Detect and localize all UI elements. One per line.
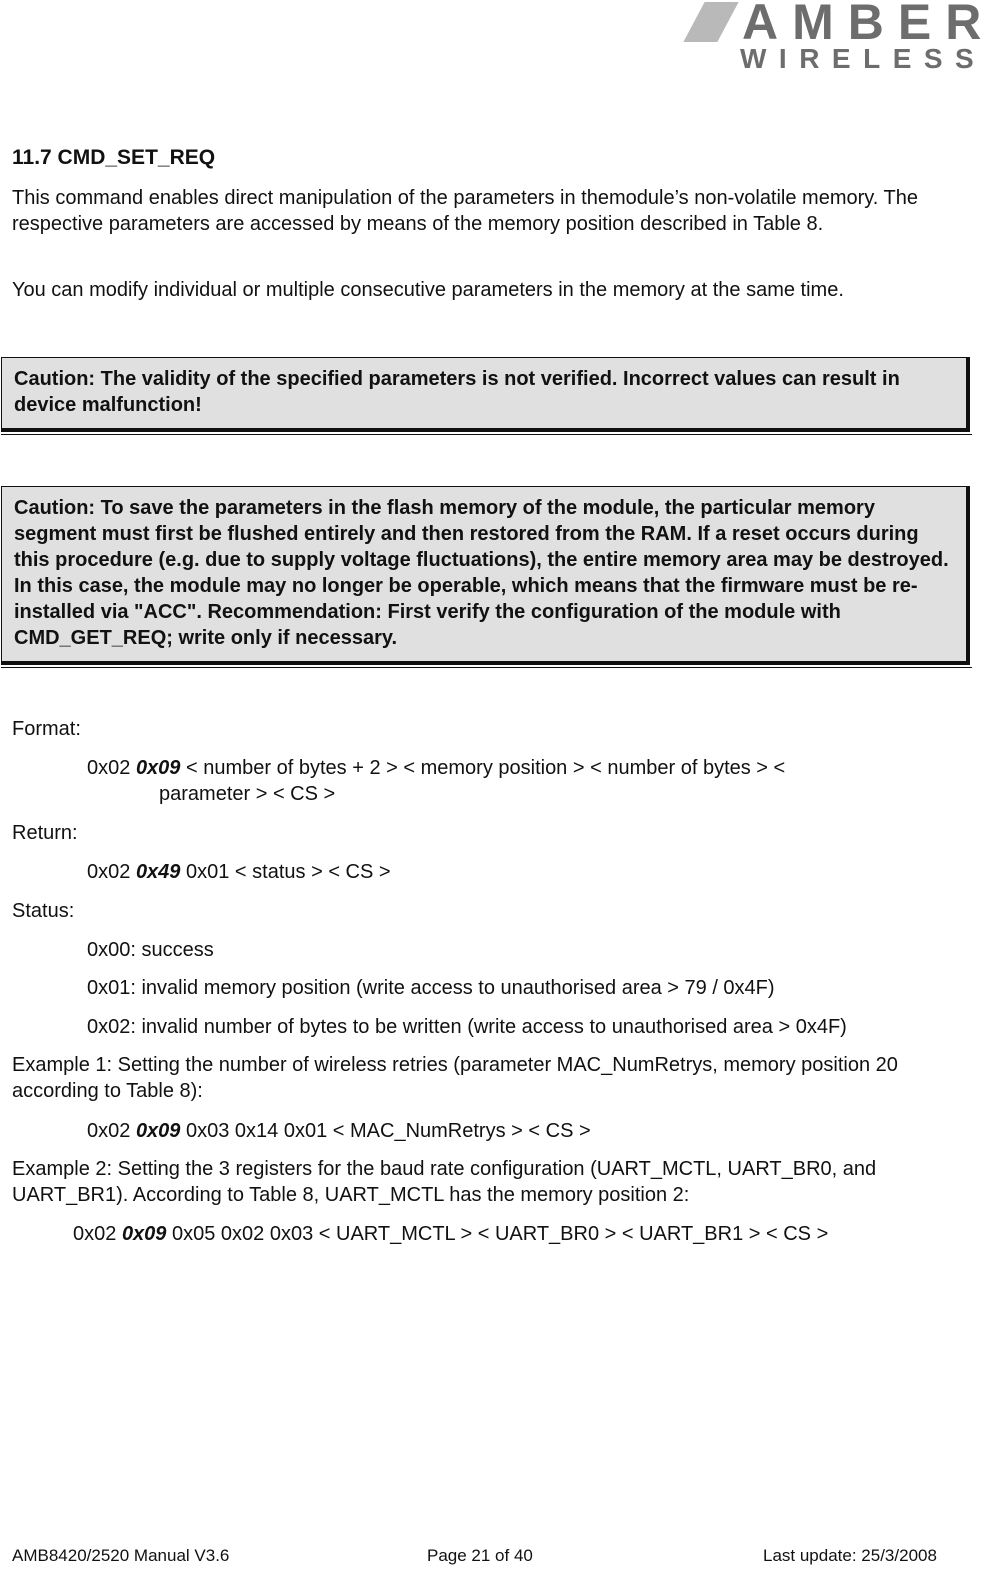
logo-word-wireless: WIRELESS bbox=[740, 43, 987, 74]
amber-wireless-logo bbox=[680, 0, 996, 80]
return-line bbox=[87, 859, 391, 885]
example-1-description: Example 1: Setting the number of wireless retries (parameter MAC_NumRetrys, memory position 20 according to Table 8): bbox=[12, 1054, 898, 1102]
status-item: 0x02: invalid number of bytes to be written (write access to unauthorised area > 0x4F) bbox=[87, 1016, 847, 1038]
return-fields: 0x01 < status > < CS > bbox=[186, 861, 391, 883]
caution-box-validity: Caution: The validity of the specified parameters is not verified. Incorrect values can result in device malfunction! bbox=[1, 357, 970, 432]
example-1-command-code: 0x09 bbox=[135, 1120, 181, 1142]
example-1-fields: 0x03 0x14 0x01 < MAC_NumRetrys > < CS > bbox=[186, 1120, 591, 1142]
format-line-continued: parameter > < CS > bbox=[159, 783, 336, 805]
example-2-frame bbox=[73, 1221, 828, 1247]
intro-paragraph: This command enables direct manipulation of the parameters in themodule’s non-volatile memory. The respective parameters are accessed by means of the memory position described in Table 8. bbox=[12, 187, 919, 235]
format-command-code: 0x09 bbox=[135, 757, 181, 779]
footer-page-number: Page 21 of 40 bbox=[427, 1546, 533, 1565]
logo-word-amber: AMBER bbox=[742, 0, 996, 50]
section-title: 11.7 CMD_SET_REQ bbox=[12, 146, 216, 169]
footer-manual-version: AMB8420/2520 Manual V3.6 bbox=[12, 1546, 230, 1565]
example-2-prefix: 0x02 bbox=[73, 1223, 117, 1245]
footer-last-update: Last update: 25/3/2008 bbox=[763, 1546, 937, 1565]
format-prefix: 0x02 bbox=[87, 757, 131, 779]
status-label: Status: bbox=[12, 900, 75, 922]
return-command-code: 0x49 bbox=[135, 861, 181, 883]
intro-paragraph-2: You can modify individual or multiple consecutive parameters in the memory at the same time. bbox=[12, 279, 844, 301]
format-fields: < number of bytes + 2 > < memory position > < number of bytes > < bbox=[186, 757, 786, 779]
caution-box-flash: Caution: To save the parameters in the flash memory of the module, the particular memory segment must first be flushed entirely and then restored from the RAM. If a reset occurs during this procedure (e.g. due to supply voltage fluctuations), the entire memory area may be destroyed. In this case, the module may no longer be operable, which means that the firmware must be re-installed via "ACC". Recommendation: First verify the configuration of the module with CMD_GET_REQ; write only if necessary. bbox=[1, 486, 970, 665]
example-2-command-code: 0x09 bbox=[121, 1223, 167, 1245]
format-line bbox=[87, 755, 785, 781]
example-1-frame bbox=[87, 1118, 591, 1144]
status-item: 0x00: success bbox=[87, 939, 214, 961]
example-1-prefix: 0x02 bbox=[87, 1120, 131, 1142]
format-label: Format: bbox=[12, 718, 81, 740]
return-prefix: 0x02 bbox=[87, 861, 131, 883]
return-label: Return: bbox=[12, 822, 78, 844]
status-item: 0x01: invalid memory position (write access to unauthorised area > 79 / 0x4F) bbox=[87, 977, 775, 999]
example-2-fields: 0x05 0x02 0x03 < UART_MCTL > < UART_BR0 > < UART_BR1 > < CS > bbox=[172, 1223, 829, 1245]
example-2-description: Example 2: Setting the 3 registers for the baud rate configuration (UART_MCTL, UART_BR0, and UART_BR1). According to Table 8, UART_MCTL has the memory position 2: bbox=[12, 1158, 877, 1206]
logo-slash-mark bbox=[683, 2, 738, 42]
